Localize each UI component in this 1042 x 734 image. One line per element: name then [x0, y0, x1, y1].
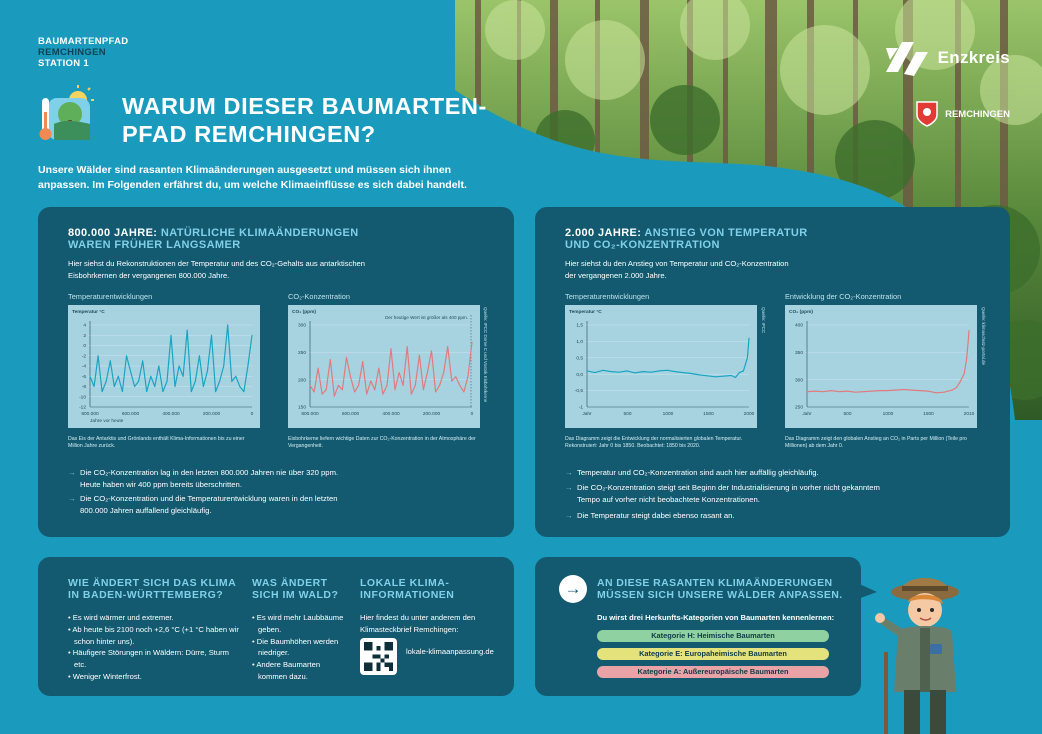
y-tick-label: -6	[81, 374, 86, 380]
enzkreis-label: Enzkreis	[937, 48, 1010, 67]
intro-text: Unsere Wälder sind rasanten Klimaänderungen ausgesetzt und müssen sich ihnen anpassen. Im Folgenden erfährst du, um welche Klimaeinflüsse es sich dabei handelt.	[38, 164, 467, 191]
ranger-illustration	[870, 572, 980, 734]
data-point	[215, 391, 216, 392]
data-point	[855, 392, 856, 393]
list-item: • Andere Baumarten kommen dazu.	[252, 660, 321, 681]
data-point	[911, 390, 912, 391]
y-tick-label: 400	[794, 323, 803, 329]
data-point	[863, 391, 864, 392]
data-point	[960, 381, 961, 382]
data-point	[587, 370, 588, 371]
data-point	[247, 366, 248, 367]
data-point	[927, 391, 928, 392]
remchingen-logo	[915, 100, 1010, 128]
y-axis-label: CO₂ (ppm)	[292, 310, 316, 315]
chart-d-caption: Das Diagramm zeigt den globalen Anstieg an CO₂ in Parts per Million (Teile pro Millionen) ab dem Jahr 0.	[785, 436, 967, 449]
y-tick-label: 300	[297, 323, 306, 329]
data-point	[935, 392, 936, 393]
data-point	[815, 391, 816, 392]
y-tick-label: 4	[83, 323, 86, 329]
chart-annotation: Der heutige Wert ist größer als 400 ppm.	[385, 315, 468, 320]
data-point	[183, 376, 184, 377]
list-item: • Die Baumhöhen werden niedriger.	[252, 636, 339, 658]
data-point	[114, 386, 115, 387]
ice-core-temperature-chart	[68, 305, 260, 428]
data-point	[122, 391, 123, 392]
data-point	[611, 371, 612, 372]
data-point	[723, 376, 724, 377]
chart-d-source: Quelle: klimaschutz-portal.de	[981, 307, 986, 366]
data-point	[374, 389, 375, 390]
y-tick-label: -4	[81, 364, 86, 370]
global-temperature-chart	[565, 305, 757, 428]
data-point	[358, 385, 359, 386]
col1-title: WIE ÄNDERT SICH DAS KLIMA IN BADEN-WÜRTTEMBERG?	[68, 577, 236, 601]
page-title	[122, 92, 502, 148]
panel1-bullet: → Die CO₂-Konzentration lag in den letzten 800.000 Jahren nie über 320 ppm. Heute haben wir 400 ppm bereits überschritten.	[68, 468, 339, 489]
x-tick-label: Jahr	[582, 412, 592, 417]
y-tick-label: -12	[79, 405, 86, 411]
col2-title: WAS ÄNDERT SICH IM WALD?	[252, 577, 339, 601]
data-point	[130, 371, 131, 372]
data-point	[223, 366, 224, 367]
y-tick-label: -2	[81, 354, 86, 360]
data-point	[699, 374, 700, 375]
panel-2000-years	[535, 207, 1010, 537]
chart-c-label: Temperaturentwicklungen	[565, 292, 650, 301]
data-point	[162, 391, 163, 392]
data-point	[171, 335, 172, 336]
title-line2: PFAD REMCHINGEN?	[122, 121, 376, 147]
data-point	[235, 376, 236, 377]
data-point	[467, 376, 468, 377]
data-point	[386, 385, 387, 386]
data-point	[382, 394, 383, 395]
data-point	[403, 385, 404, 386]
y-tick-label: 0,0	[576, 372, 583, 378]
title-line1: WARUM DIESER BAUMARTEN-	[122, 93, 487, 119]
data-point	[326, 389, 327, 390]
y-axis-label: Temperatur °C	[72, 310, 105, 315]
data-point	[330, 359, 331, 360]
data-point	[667, 370, 668, 371]
y-axis-label: Temperatur °C	[569, 310, 602, 315]
panel1-bullet: → Die CO₂-Konzentration und die Temperaturentwicklung waren in den letzten 800.000 Jahren auffallend gleichläufig.	[68, 494, 338, 515]
data-point	[191, 391, 192, 392]
data-point	[179, 366, 180, 367]
panel-adaptation	[535, 557, 861, 696]
data-point	[966, 358, 967, 359]
panel2-description: Hier siehst du den Anstieg von Temperatur und CO₂-Konzentration der vergangenen 2.000 Jahre.	[565, 259, 789, 280]
data-point	[98, 355, 99, 356]
y-tick-label: -1	[578, 405, 583, 411]
chart-c-caption: Das Diagramm zeigt die Entwicklung der normalisierten globalen Temperatur. Rekonstruiert: Jahr 0 bis 1850. Beobachtet: 1850 bis 2020.	[565, 436, 743, 449]
data-point	[871, 391, 872, 392]
data-point	[427, 372, 428, 373]
arrow-right-icon: →	[559, 575, 587, 603]
header-line2: REMCHINGEN	[38, 47, 106, 58]
global-co2-chart	[785, 305, 977, 428]
chart-c-source: Quelle: IPCC	[761, 307, 766, 334]
data-point	[106, 381, 107, 382]
data-point	[243, 391, 244, 392]
data-point	[310, 385, 311, 386]
data-point	[603, 370, 604, 371]
climate-tree-icon	[34, 80, 102, 148]
list-item: • Weniger Winterfrost.	[68, 671, 142, 681]
data-point	[166, 381, 167, 382]
data-point	[749, 338, 750, 339]
y-tick-label: -0,5	[574, 389, 583, 395]
data-point	[919, 390, 920, 391]
data-point	[362, 361, 363, 362]
data-point	[659, 370, 660, 371]
data-point	[443, 372, 444, 373]
data-point	[142, 360, 143, 361]
data-point	[887, 390, 888, 391]
data-point	[823, 391, 824, 392]
data-point	[175, 386, 176, 387]
data-point	[831, 390, 832, 391]
klimaanpassung-link[interactable]: lokale-klimaanpassung.de	[406, 647, 494, 656]
data-point	[334, 396, 335, 397]
data-point	[102, 391, 103, 392]
data-point	[435, 391, 436, 392]
x-tick-label: 1000	[662, 412, 674, 417]
data-point	[158, 366, 159, 367]
data-point	[635, 372, 636, 373]
data-point	[691, 373, 692, 374]
data-point	[715, 376, 716, 377]
y-tick-label: -8	[81, 385, 86, 391]
data-point	[459, 385, 460, 386]
data-point	[944, 392, 945, 393]
data-point	[239, 386, 240, 387]
data-point	[138, 381, 139, 382]
list-item: • Es wird wärmer und extremer.	[68, 613, 174, 622]
data-point	[370, 381, 371, 382]
panel1-description: Hier siehst du Rekonstruktionen der Temperatur und des CO₂-Gehalts aus antarktischen Eisbohrkernen der vergangenen 800.000 Jahre.	[68, 259, 366, 280]
data-point	[675, 371, 676, 372]
y-tick-label: 250	[794, 405, 803, 411]
chart-a-caption: Das Eis der Antarktis und Grönlands enthält Klima-Informationen bis zu einer Million Jahre zurück.	[68, 436, 245, 449]
data-point	[134, 386, 135, 387]
chart-b-caption: Eisbohrkerne liefern wichtige Daten zur CO₂-Konzentration in der Atmosphäre der Vergangenheit.	[288, 436, 476, 449]
y-tick-label: 2	[83, 333, 86, 339]
series-line	[310, 342, 472, 396]
data-point	[187, 330, 188, 331]
y-tick-label: 150	[297, 405, 306, 411]
data-point	[643, 371, 644, 372]
ice-core-co2-chart	[288, 305, 480, 428]
panel1-title: 800.000 JAHRE: NATÜRLICHE KLIMAÄNDERUNGEN WAREN FRÜHER LANGSAMER	[68, 227, 359, 251]
x-tick-label: 800.000	[81, 412, 99, 417]
enzkreis-logo	[884, 38, 1010, 78]
data-point	[203, 386, 204, 387]
data-point	[472, 342, 473, 343]
data-point	[969, 330, 970, 331]
data-point	[211, 335, 212, 336]
data-point	[378, 368, 379, 369]
data-point	[627, 370, 628, 371]
list-item: • Ab heute bis 2100 noch +2,6 °C (+1 °C haben wir schon hinter uns).	[68, 624, 239, 646]
panel4-description: Du wirst drei Herkunfts-Kategorien von Baumarten kennenlernen:	[597, 613, 835, 622]
data-point	[195, 381, 196, 382]
list-item: • Häufigere Störungen in Wäldern: Dürre, Sturm etc.	[68, 648, 229, 670]
data-point	[231, 381, 232, 382]
data-point	[354, 391, 355, 392]
x-tick-label: 500	[843, 412, 852, 417]
x-tick-label: 400.000	[382, 412, 400, 417]
y-tick-label: 350	[794, 350, 803, 356]
y-tick-label: 1,5	[576, 323, 583, 329]
data-point	[431, 350, 432, 351]
header-line1: BAUMARTENPFAD	[38, 36, 129, 47]
x-tick-label: 600.000	[121, 412, 140, 417]
data-point	[595, 372, 596, 373]
data-point	[366, 394, 367, 395]
x-tick-label: 200.000	[202, 412, 221, 417]
x-tick-label: 2000	[743, 412, 755, 417]
data-point	[419, 355, 420, 356]
qr-code[interactable]	[360, 638, 397, 675]
data-point	[338, 385, 339, 386]
col3-text: Hier findest du unter anderem den Klimasteckbrief Remchingen:	[360, 613, 476, 634]
x-axis-label: Jahre vor heute	[90, 419, 124, 424]
x-tick-label: Jahr	[802, 412, 812, 417]
data-point	[839, 391, 840, 392]
x-tick-label: 400.000	[162, 412, 180, 417]
header-line3: STATION 1	[38, 58, 89, 69]
category-e-pill: Kategorie E: Europaheimische Baumarten	[597, 648, 829, 660]
x-tick-label: 600.000	[341, 412, 360, 417]
panel2-bullet: → Temperatur und CO₂-Konzentration sind auch hier auffällig gleichläufig.	[565, 468, 819, 477]
y-axis-label: CO₂ (ppm)	[789, 310, 813, 315]
data-point	[399, 372, 400, 373]
remchingen-label: REMCHINGEN	[945, 108, 1010, 120]
data-point	[463, 391, 464, 392]
data-point	[346, 357, 347, 358]
data-point	[318, 368, 319, 369]
x-tick-label: 1500	[923, 412, 934, 417]
data-point	[847, 391, 848, 392]
data-point	[350, 376, 351, 377]
x-tick-label: 0	[250, 412, 254, 417]
data-point	[707, 375, 708, 376]
y-tick-label: 250	[297, 350, 306, 356]
x-tick-label: 1000	[882, 412, 894, 417]
panel2-title: 2.000 JAHRE: ANSTIEG VON TEMPERATUR UND CO₂-KONZENTRATION	[565, 227, 808, 251]
data-point	[150, 376, 151, 377]
data-point	[447, 346, 448, 347]
panel-climate-change-info	[38, 557, 514, 696]
data-point	[110, 360, 111, 361]
data-point	[227, 325, 228, 326]
y-tick-label: 200	[297, 378, 306, 384]
data-point	[423, 389, 424, 390]
y-tick-label: -10	[79, 395, 86, 401]
col2-list	[252, 612, 344, 683]
col3-title: LOKALE KLIMA-INFORMATIONEN	[360, 577, 455, 601]
x-tick-label: 2010	[963, 412, 975, 417]
data-point	[619, 372, 620, 373]
data-point	[731, 375, 732, 376]
remchingen-crest-icon	[915, 100, 939, 128]
data-point	[879, 390, 880, 391]
data-point	[154, 386, 155, 387]
y-tick-label: 0,5	[576, 356, 583, 362]
x-tick-label: 1500	[703, 412, 714, 417]
data-point	[207, 371, 208, 372]
data-point	[743, 370, 744, 371]
data-point	[411, 394, 412, 395]
data-point	[118, 376, 119, 377]
station-header	[38, 36, 128, 69]
data-point	[451, 381, 452, 382]
list-item: • Es wird mehr Laubbäume geben.	[252, 613, 344, 634]
data-point	[964, 373, 965, 374]
category-h-pill: Kategorie H: Heimische Baumarten	[597, 630, 829, 642]
data-point	[199, 355, 200, 356]
data-point	[739, 372, 740, 373]
y-tick-label: 1,0	[576, 340, 583, 345]
data-point	[439, 385, 440, 386]
data-point	[683, 372, 684, 373]
chart-source: Quelle: IPCC Dome C und Vostok Eisbohrkerne	[483, 307, 488, 403]
y-tick-label: 300	[794, 378, 803, 384]
enzkreis-logo-icon	[884, 38, 930, 78]
chart-d-label: Entwicklung der CO₂-Konzentration	[785, 292, 902, 301]
data-point	[952, 390, 953, 391]
chart-a-label: Temperaturentwicklungen	[68, 292, 153, 301]
data-point	[126, 355, 127, 356]
panel2-bullet: → Die CO₂-Konzentration steigt seit Beginn der Industrialisierung in vorher nicht gekanntem Tempo auf vorher nicht beobachtete Konzentrationen.	[565, 483, 880, 504]
data-point	[651, 372, 652, 373]
data-point	[895, 390, 896, 391]
data-point	[407, 346, 408, 347]
data-point	[807, 391, 808, 392]
data-point	[395, 389, 396, 390]
series-line	[807, 331, 969, 393]
data-point	[322, 394, 323, 395]
panel4-title: AN DIESE RASANTEN KLIMAÄNDERUNGEN MÜSSEN SICH UNSERE WÄLDER ANPASSEN.	[597, 577, 843, 601]
data-point	[94, 386, 95, 387]
data-point	[342, 389, 343, 390]
data-point	[415, 385, 416, 386]
x-tick-label: 200.000	[422, 412, 441, 417]
data-point	[314, 391, 315, 392]
data-point	[219, 381, 220, 382]
data-point	[90, 376, 91, 377]
category-a-pill: Kategorie A: Außereuropäische Baumarten	[597, 666, 829, 678]
data-point	[146, 391, 147, 392]
y-tick-label: 0	[83, 344, 86, 350]
data-point	[968, 341, 969, 342]
panel-800000-years	[38, 207, 514, 537]
col1-list	[68, 612, 243, 683]
x-tick-label: 800.000	[301, 412, 319, 417]
data-point	[903, 389, 904, 390]
chart-b-label: CO₂-Konzentration	[288, 292, 351, 301]
data-point	[391, 348, 392, 349]
data-point	[956, 387, 957, 388]
x-tick-label: 500	[623, 412, 632, 417]
x-tick-label: 0	[470, 412, 474, 417]
data-point	[735, 377, 736, 378]
data-point	[455, 376, 456, 377]
data-point	[252, 335, 253, 336]
panel2-bullet: → Die Temperatur steigt dabei ebenso rasant an.	[565, 511, 735, 520]
data-point	[747, 357, 748, 358]
